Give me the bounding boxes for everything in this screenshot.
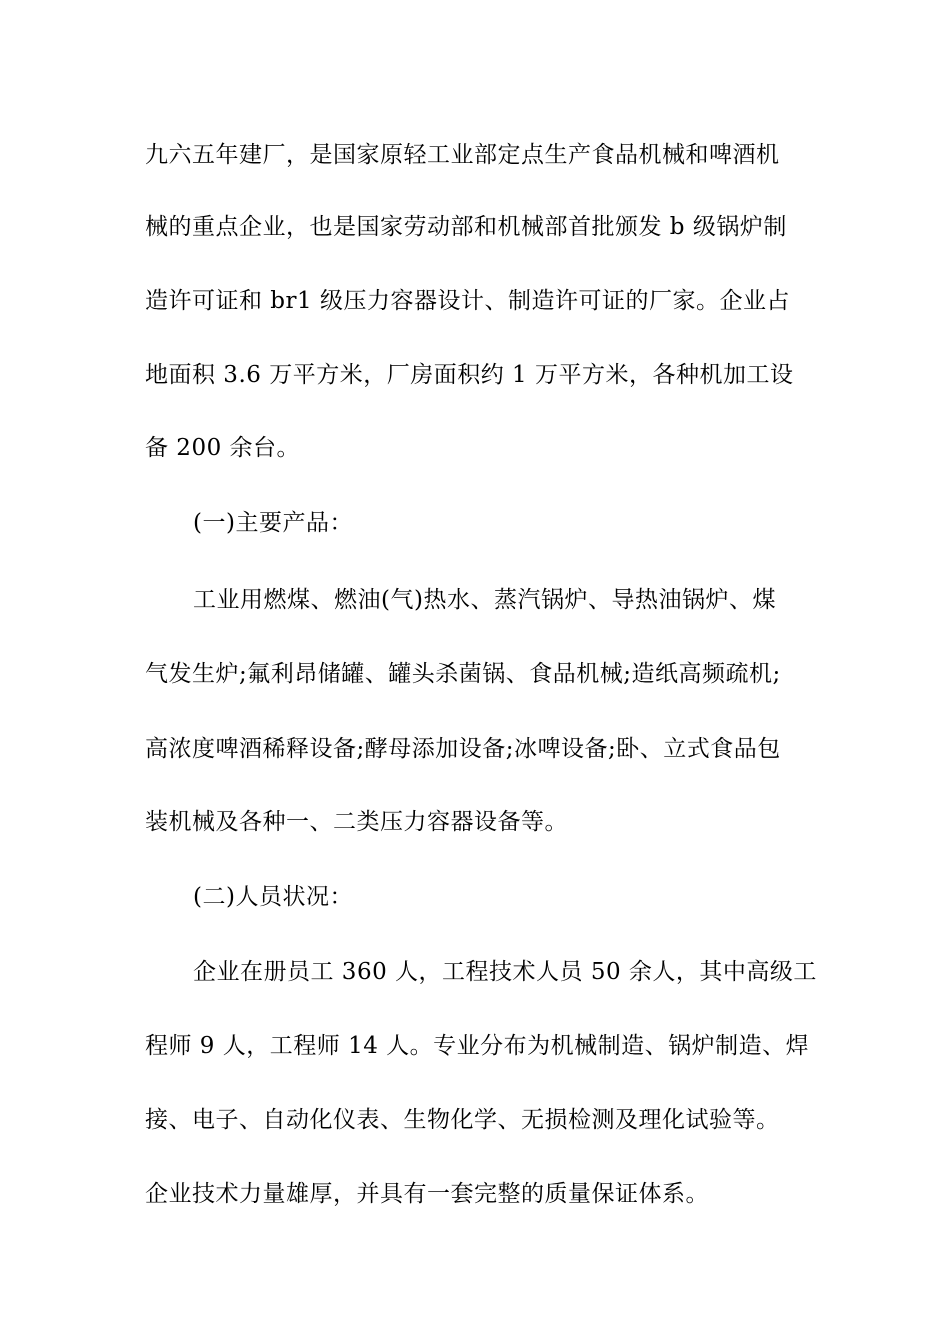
text-line: 造许可证和 br1 级压力容器设计、制造许可证的厂家。企业占 bbox=[145, 288, 790, 314]
text-line: 九六五年建厂，是国家原轻工业部定点生产食品机械和啤酒机 bbox=[145, 142, 780, 168]
text-line: 接、电子、自动化仪表、生物化学、无损检测及理化试验等。 bbox=[145, 1107, 780, 1133]
text-line: 气发生炉;氟利昂储罐、罐头杀菌锅、食品机械;造纸高频疏机; bbox=[145, 661, 781, 687]
text-line: 备 200 余台。 bbox=[145, 435, 301, 461]
text-line: 地面积 3.6 万平方米，厂房面积约 1 万平方米，各种机加工设 bbox=[145, 362, 794, 388]
text-line: 工业用燃煤、燃油(气)热水、蒸汽锅炉、导热油锅炉、煤 bbox=[193, 587, 776, 613]
text-line: 程师 9 人，工程师 14 人。专业分布为机械制造、锅炉制造、焊 bbox=[145, 1033, 810, 1059]
text-line: 装机械及各种一、二类压力容器设备等。 bbox=[145, 809, 568, 835]
text-line: 企业技术力量雄厚，并具有一套完整的质量保证体系。 bbox=[145, 1181, 709, 1207]
text-line: 械的重点企业，也是国家劳动部和机械部首批颁发 b 级锅炉制 bbox=[145, 214, 787, 240]
section-heading-products: (一)主要产品： bbox=[193, 510, 353, 536]
text-line: 高浓度啤酒稀释设备;酵母添加设备;冰啤设备;卧、立式食品包 bbox=[145, 736, 781, 762]
text-line: 企业在册员工 360 人，工程技术人员 50 余人，其中高级工 bbox=[193, 959, 817, 985]
section-heading-personnel: (二)人员状况： bbox=[193, 884, 353, 910]
